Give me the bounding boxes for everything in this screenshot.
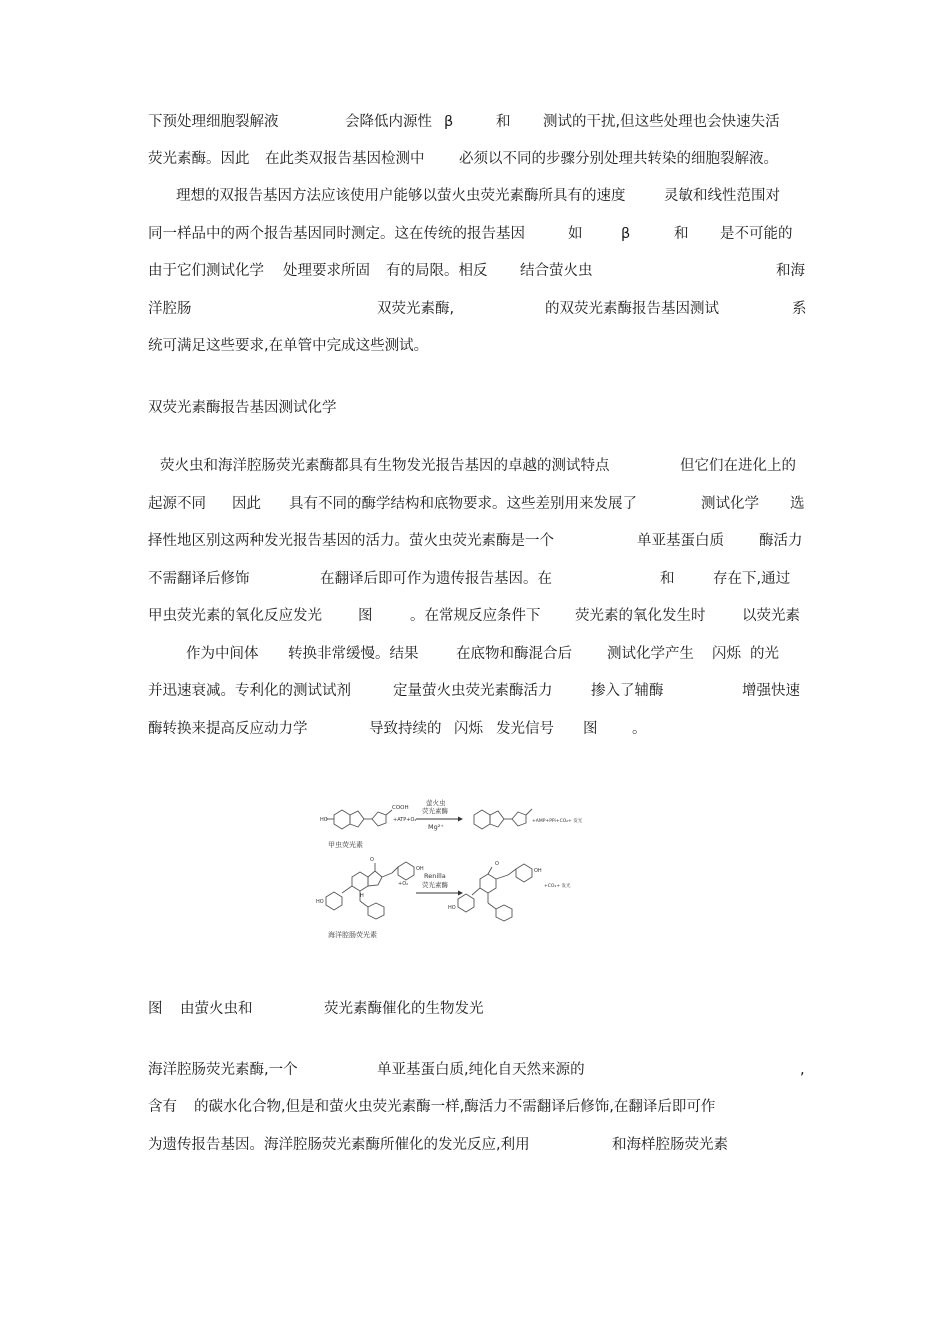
text-segment: 闪烁: [454, 721, 483, 737]
text-segment: 如: [568, 226, 583, 242]
text-segment: 图: [148, 1001, 163, 1017]
text-segment: 测试化学产生: [607, 646, 694, 662]
text-segment: 。: [632, 721, 647, 737]
text-segment: 酶转换来提高反应动力学: [148, 721, 308, 737]
text-segment: 和海样腔肠荧光素: [612, 1137, 728, 1153]
text-segment: 结合萤火虫: [520, 263, 593, 279]
text-segment: 的双荧光素酶报告基因测试: [545, 301, 719, 317]
text-segment: ,: [800, 1062, 805, 1078]
text-segment: 起源不同: [148, 496, 206, 512]
text-segment: 但它们在进化上的: [680, 458, 796, 474]
text-segment: 为遗传报告基因。海洋腔肠荧光素酶所催化的发光反应,利用: [148, 1137, 530, 1153]
text-segment: 以荧光素: [742, 608, 800, 624]
text-segment: 测试的干扰,但这些处理也会快速失活: [543, 114, 780, 130]
text-segment: 下预处理细胞裂解液: [148, 114, 279, 130]
svg-text:HO: HO: [448, 905, 456, 911]
text-segment: 并迅速衰减。专利化的测试试剂: [148, 683, 351, 699]
coelenterazine-label: 海洋腔肠荧光素: [328, 931, 377, 939]
text-segment: 因此: [232, 496, 261, 512]
text-segment: 转换非常缓慢。结果: [288, 646, 419, 662]
text-segment: 理想的双报告基因方法应该使用户能够以萤火虫荧光素酶所具有的速度: [176, 188, 626, 204]
text-segment: 选: [790, 496, 805, 512]
text-segment: 和海: [776, 263, 805, 279]
text-segment: 增强快速: [742, 683, 800, 699]
text-segment: 在此类双报告基因检测中: [265, 151, 425, 167]
text-segment: 双荧光素酶,: [377, 301, 455, 317]
rxn2-reagents: +O₂: [398, 881, 409, 887]
text-segment: 酶活力: [759, 533, 803, 549]
text-segment: 单亚基蛋白质: [637, 533, 724, 549]
text-segment: 甲虫荧光素的氧化反应发光: [148, 608, 322, 624]
text-segment: 存在下,通过: [713, 571, 791, 587]
text-segment: 和: [660, 571, 675, 587]
rxn1-enzyme-line2: 荧光素酶: [422, 807, 448, 815]
text-segment: 含有: [148, 1099, 177, 1115]
svg-text:OH: OH: [416, 866, 424, 872]
text-segment: 同一样品中的两个报告基因同时测定。这在传统的报告基因: [148, 226, 525, 242]
svg-text:O: O: [495, 861, 499, 867]
rxn1-cofactor: Mg²⁺: [428, 823, 444, 831]
text-segment: 荧火虫和海洋腔肠荧光素酶都具有生物发光报告基因的卓越的测试特点: [160, 458, 610, 474]
text-segment: 处理要求所固: [283, 263, 370, 279]
text-segment: 在底物和酶混合后: [456, 646, 572, 662]
text-segment: 和: [674, 226, 689, 242]
rxn2-products: +CO₂+ 发光: [544, 884, 571, 889]
text-segment: 导致持续的: [369, 721, 442, 737]
text-segment: 定量萤火虫荧光素酶活力: [393, 683, 553, 699]
text-segment: 掺入了辅酶: [591, 683, 664, 699]
text-segment: 测试化学: [701, 496, 759, 512]
bioluminescence-reaction-figure: [312, 797, 602, 947]
text-segment: 作为中间体: [186, 646, 259, 662]
svg-text:H: H: [360, 893, 364, 899]
text-segment: 不需翻译后修饰: [148, 571, 250, 587]
text-segment: β: [444, 114, 454, 130]
text-segment: β: [621, 226, 631, 242]
text-segment: 荧光素的氧化发生时: [575, 608, 706, 624]
text-segment: 闪烁: [712, 646, 741, 662]
text-segment: 有的局限。相反: [386, 263, 488, 279]
rxn1-enzyme-line1: 萤火虫: [426, 799, 446, 807]
svg-text:O: O: [370, 857, 374, 863]
text-segment: 择性地区别这两种发光报告基因的活力。萤火虫荧光素酶是一个: [148, 533, 554, 549]
svg-text:OH: OH: [534, 868, 542, 874]
text-segment: 洋腔肠: [148, 301, 192, 317]
text-segment: 和: [496, 114, 511, 130]
text-segment: 具有不同的酶学结构和底物要求。这些差别用来发展了: [289, 496, 637, 512]
text-segment: 系: [792, 301, 807, 317]
rxn2-enzyme-line2: 荧光素酶: [422, 881, 448, 889]
text-segment: 荧光素酶。因此: [148, 151, 250, 167]
rxn1-reagents: +ATP+O₂: [393, 817, 417, 823]
text-segment: 荧光素酶催化的生物发光: [324, 1001, 484, 1017]
text-segment: 双荧光素酶报告基因测试化学: [148, 400, 337, 416]
text-segment: 图: [583, 721, 598, 737]
text-segment: 由于它们测试化学: [148, 263, 264, 279]
text-segment: 图: [358, 608, 373, 624]
cooh-label: COOH: [392, 805, 409, 811]
text-segment: 会降低内源性: [345, 114, 432, 130]
text-segment: 由萤火虫和: [180, 1001, 253, 1017]
text-segment: 是不可能的: [720, 226, 793, 242]
beetle-luciferin-label: 甲虫荧光素: [328, 841, 363, 849]
text-segment: 灵敏和线性范围对: [664, 188, 780, 204]
text-segment: 。在常规反应条件下: [410, 608, 541, 624]
text-segment: 单亚基蛋白质,纯化自天然来源的: [377, 1062, 585, 1078]
svg-text:HO: HO: [316, 899, 324, 905]
rxn1-products: +AMP+PPi+CO₂+ 发光: [532, 819, 583, 824]
rxn2-enzyme-line1: Renilla: [424, 872, 446, 880]
text-segment: 发光信号: [496, 721, 554, 737]
text-segment: 在翻译后即可作为遗传报告基因。在: [320, 571, 552, 587]
text-segment: 统可满足这些要求,在单管中完成这些测试。: [148, 338, 429, 354]
text-segment: 海洋腔肠荧光素酶,一个: [148, 1062, 298, 1078]
text-segment: 的碳水化合物,但是和萤火虫荧光素酶一样,酶活力不需翻译后修饰,在翻译后即可作: [194, 1099, 716, 1115]
svg-text:HO: HO: [320, 817, 328, 823]
text-segment: 必须以不同的步骤分别处理共转染的细胞裂解液。: [459, 151, 778, 167]
text-segment: 的光: [750, 646, 779, 662]
